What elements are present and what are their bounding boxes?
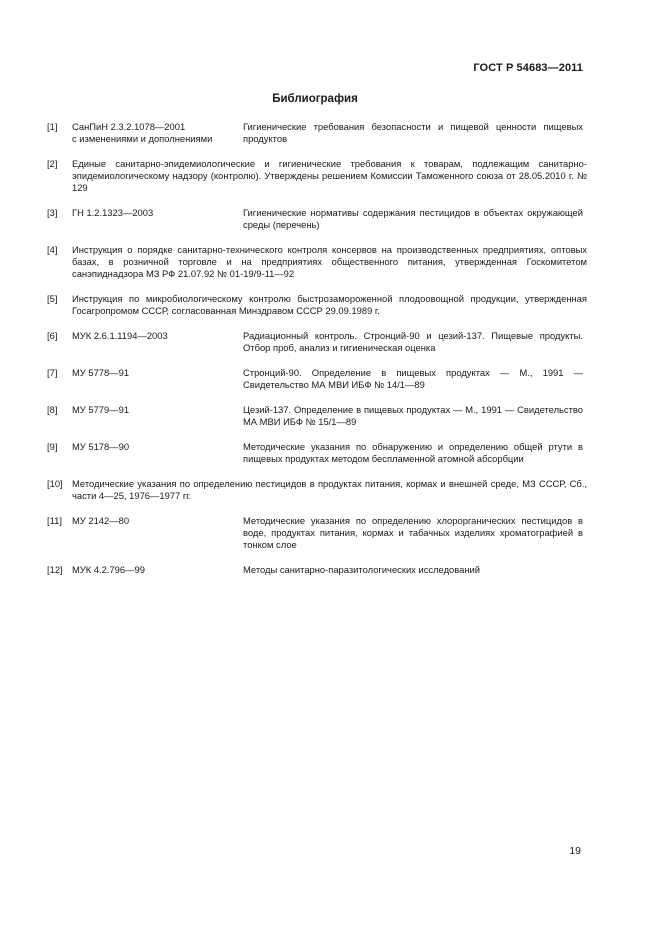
entry-number: [6]	[47, 330, 58, 341]
entry-code: МУ 5778—91	[72, 367, 130, 378]
entry-code-note: с изменениями и дополнениями	[72, 133, 213, 144]
bibliography-list	[47, 121, 587, 589]
entry-code: ГН 1.2.1323—2003	[72, 207, 154, 218]
entry-text: Единые санитарно-эпидемиологические и гигиенические требования к товарам, подлежащим санитарно-эпидемиологическому надзору (контролю). Утверждены решением Комиссии Таможенного союза от 28.05.2010 г. № 129	[72, 158, 587, 193]
entry-number: [1]	[47, 121, 58, 132]
bibliography-entry-8	[47, 404, 587, 428]
entry-text: Инструкция по микробиологическому контролю быстрозамороженной плодоовощной продукции, утвержденная Госагропромом СССР, согласованная Минздравом СССР 29.09.1989 г.	[72, 293, 587, 316]
bibliography-entry-2	[47, 158, 587, 194]
page-title: Библиография	[272, 93, 358, 105]
entry-description: Стронций-90. Определение в пищевых продуктах — М., 1991 — Свидетельство МА МВИ ИБФ № 14/1—89	[243, 367, 583, 390]
entry-number: [7]	[47, 367, 58, 378]
bibliography-entry-12	[47, 564, 587, 576]
entry-description: Методы санитарно-паразитологических исследований	[243, 564, 480, 575]
entry-code: МУК 4.2.796—99	[72, 564, 145, 575]
entry-number: [10]	[47, 478, 63, 489]
bibliography-entry-10	[47, 478, 587, 502]
entry-code: МУ 2142—80	[72, 515, 130, 526]
entry-text: Методические указания по определению пестицидов в продуктах питания, кормах и внешней среде, МЗ СССР, Сб., части 4—25, 1976—1977 гг.	[72, 478, 587, 501]
bibliography-entry-3	[47, 207, 587, 231]
page-number: 19	[569, 845, 581, 857]
entry-code: СанПиН 2.3.2.1078—2001 с изменениями и дополнениями	[72, 121, 243, 145]
entry-number: [9]	[47, 441, 58, 452]
bibliography-entry-6	[47, 330, 587, 354]
standard-code: ГОСТ Р 54683—2011	[473, 62, 583, 74]
bibliography-entry-4	[47, 244, 587, 280]
bibliography-entry-9	[47, 441, 587, 465]
entry-description: Цезий-137. Определение в пищевых продуктах — М., 1991 — Свидетельство МА МВИ ИБФ № 15/1—89	[243, 404, 583, 427]
entry-number: [3]	[47, 207, 58, 218]
bibliography-entry-11	[47, 515, 587, 551]
entry-code: МУ 5178—90	[72, 441, 130, 452]
bibliography-entry-7	[47, 367, 587, 391]
entry-number: [11]	[47, 515, 62, 526]
entry-code: МУК 2.6.1.1194—2003	[72, 330, 168, 341]
entry-description: Радиационный контроль. Стронций-90 и цезий-137. Пищевые продукты. Отбор проб, анализ и гигиеническая оценка	[243, 330, 583, 353]
entry-description: Гигиенические требования безопасности и пищевой ценности пищевых продуктов	[243, 121, 583, 144]
entry-code: МУ 5779—91	[72, 404, 130, 415]
entry-description: Методические указания по определению хлорорганических пестицидов в воде, продуктах питания, кормах и табачных изделиях хроматографией в тонком слое	[243, 515, 583, 550]
entry-description: Методические указания по обнаружению и определению общей ртути в пищевых продуктах методом беспламенной атомной абсорбции	[243, 441, 583, 464]
entry-text: Инструкция о порядке санитарно-технического контроля консервов на производственных предприятиях, оптовых базах, в розничной торговле и на предприятиях общественного питания, утвержденная Госкомитетом санэпиднадзора МЗ РФ 21.07.92 № 01-19/9-11—92	[72, 244, 587, 279]
entry-description: Гигиенические нормативы содержания пестицидов в объектах окружающей среды (перечень)	[243, 207, 583, 230]
bibliography-entry-1	[47, 121, 587, 145]
entry-number: [8]	[47, 404, 58, 415]
entry-number: [4]	[47, 244, 58, 255]
entry-number: [5]	[47, 293, 58, 304]
entry-number: [2]	[47, 158, 58, 169]
bibliography-entry-5	[47, 293, 587, 317]
entry-number: [12]	[47, 564, 63, 575]
